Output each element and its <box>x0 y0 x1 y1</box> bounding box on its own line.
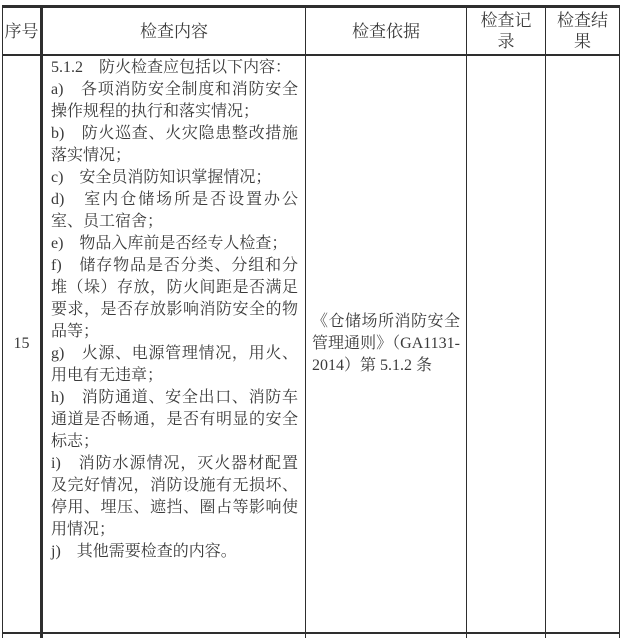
content-line: g) 火源、电源管理情况，用火、用电有无违章； <box>51 345 298 384</box>
content-line: j) 其他需要检查的内容。 <box>51 543 237 560</box>
content-line: a) 各项消防安全制度和消防安全操作规程的执行和落实情况； <box>51 81 298 120</box>
header-serial-number: 序号 <box>3 7 42 56</box>
table-row-15 <box>3 55 620 633</box>
content-line: c) 安全员消防知识掌握情况； <box>51 169 272 186</box>
inspection-result-cell <box>546 55 620 633</box>
header-row <box>3 7 620 56</box>
next-record-cell <box>467 633 546 638</box>
next-serial-cell <box>3 633 42 638</box>
next-row-partial <box>3 633 620 638</box>
content-line: 5.1.2 防火检查应包括以下内容： <box>51 59 292 76</box>
header-inspection-record: 检查记录 <box>467 7 546 56</box>
serial-number-cell: 15 <box>3 55 42 633</box>
content-line: h) 消防通道、安全出口、消防车通道是否畅通，是否有明显的安全标志； <box>51 389 298 450</box>
header-inspection-content: 检查内容 <box>42 7 306 56</box>
content-line: e) 物品入库前是否经专人检查； <box>51 235 288 252</box>
content-line: f) 储存物品是否分类、分组和分堆（垛）存放，防火间距是否满足要求，是否存放影响消防安全的物品等； <box>51 257 298 340</box>
header-inspection-basis: 检查依据 <box>306 7 467 56</box>
scanned-document-page <box>0 5 621 638</box>
content-paragraph-list <box>51 57 298 563</box>
fire-inspection-table <box>2 5 620 638</box>
content-line: b) 防火巡查、火灾隐患整改措施落实情况； <box>51 125 298 164</box>
inspection-record-cell <box>467 55 546 633</box>
content-line: d) 室内仓储场所是否设置办公室、员工宿舍； <box>51 191 298 230</box>
next-basis-cell <box>306 633 467 638</box>
content-line: i) 消防水源情况，灭火器材配置及完好情况，消防设施有无损坏、停用、埋压、遮挡、圈占等影响使用情况； <box>51 455 298 538</box>
inspection-basis-cell: 《仓储场所消防安全管理通则》（GA1131-2014）第 5.1.2 条 <box>306 55 467 633</box>
inspection-content-cell <box>42 55 306 633</box>
header-inspection-result: 检查结果 <box>546 7 620 56</box>
next-content-cell <box>42 633 306 638</box>
next-result-cell <box>546 633 620 638</box>
